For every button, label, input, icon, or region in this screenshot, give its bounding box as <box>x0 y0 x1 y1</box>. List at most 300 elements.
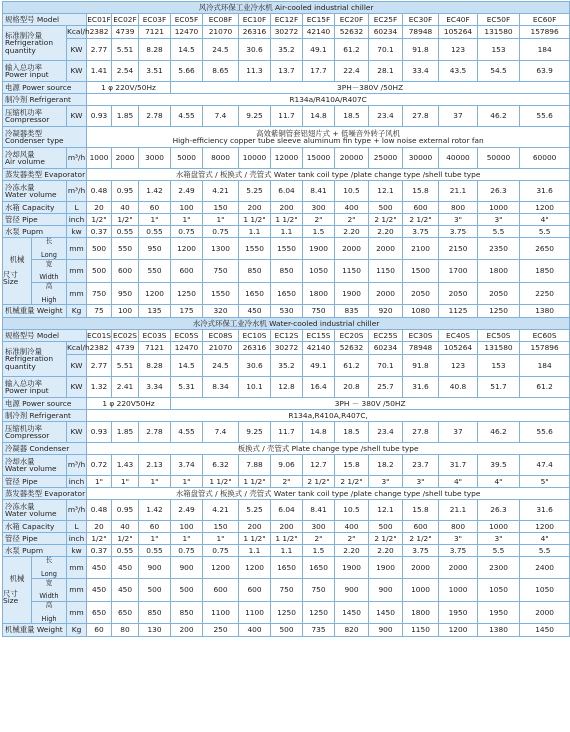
value-cell: EC50S <box>478 330 520 342</box>
value-cell: 1200 <box>171 238 203 260</box>
value-cell: 3" <box>478 214 520 226</box>
value-cell: 2.41 <box>112 377 139 398</box>
cell-label-line: 机械 <box>9 255 25 265</box>
value-cell: 950 <box>139 238 171 260</box>
value-cell: 1550 <box>203 282 239 304</box>
value-cell: 40000 <box>439 148 478 169</box>
value-cell: 1" <box>139 214 171 226</box>
value-cell: 70.1 <box>369 355 403 377</box>
value-cell: 1080 <box>403 305 439 318</box>
unit-cell: mm <box>67 579 87 601</box>
unit-cell: mm <box>67 282 87 304</box>
value-cell: 4739 <box>112 342 139 355</box>
value-cell: 60 <box>139 202 171 214</box>
value-cell: 14.5 <box>171 355 203 377</box>
value-cell: 131580 <box>478 26 520 39</box>
value-cell: 2" <box>303 533 335 545</box>
value-cell: 200 <box>239 202 271 214</box>
section-title: 风冷式环保工业冷水机 Air-cooled industrial chiller <box>3 2 570 14</box>
value-cell: 500 <box>87 238 112 260</box>
compressor-label <box>3 422 67 443</box>
value-cell: 2400 <box>520 557 570 579</box>
value-cell: 60000 <box>520 148 570 169</box>
value-cell: 0.75 <box>171 545 203 557</box>
value-cell: 5" <box>520 476 570 488</box>
pump-label: 水泵 Pupm <box>3 545 67 557</box>
value-cell: 2 1/2" <box>369 214 403 226</box>
value-cell: 135 <box>139 305 171 318</box>
value-cell: 123 <box>439 355 478 377</box>
value-cell: 1380 <box>520 305 570 318</box>
tank-label: 水箱 Capacity <box>3 521 67 533</box>
cell-label-line: Long <box>41 251 57 260</box>
cell-label-line: Refrigeration <box>5 38 54 48</box>
value-cell: 450 <box>112 557 139 579</box>
value-cell: EC01F <box>87 14 111 24</box>
value-cell: 5.31 <box>171 377 203 398</box>
value-cell: 0.95 <box>112 181 139 202</box>
weight-label: 机械重量 Weight <box>3 624 67 637</box>
value-cell: 900 <box>335 579 369 601</box>
cell-label-line: Power input <box>5 386 49 395</box>
cell-label-line: High <box>41 295 57 304</box>
value-cell: 100 <box>171 521 203 533</box>
value-cell: 500 <box>369 521 403 533</box>
section-title: 水冷式环保工业冷水机 Water-cooled industrial chiller <box>3 318 570 330</box>
refrigeration-kw-row <box>3 355 570 377</box>
value-cell: 28.1 <box>369 61 403 82</box>
value-cell: 2 1/2" <box>369 533 403 545</box>
value-cell: 5.5 <box>478 226 520 238</box>
chilled-water-row <box>3 500 570 521</box>
value-cell: 2250 <box>520 282 570 304</box>
value-cell: 1000 <box>478 521 520 533</box>
value-cell: 24.5 <box>203 39 239 61</box>
value-cell: 1.41 <box>87 61 112 82</box>
value-cell: 2 1/2" <box>335 476 369 488</box>
value-cell: 1.85 <box>112 422 139 443</box>
compressor-row <box>3 106 570 127</box>
value-cell: EC02F <box>113 14 137 24</box>
value-cell: 550 <box>139 260 171 282</box>
value-cell: 1" <box>139 533 171 545</box>
value-cell: 1200 <box>520 521 570 533</box>
value-cell: 61.2 <box>520 377 570 398</box>
value-cell: 1450 <box>335 601 369 623</box>
cell-label-line: Power input <box>5 70 49 79</box>
value-cell: 2 1/2" <box>403 533 439 545</box>
value-cell: 200 <box>171 624 203 637</box>
value-cell: 22.4 <box>335 61 369 82</box>
model-row <box>3 14 570 26</box>
value-cell: 1" <box>203 533 239 545</box>
value-cell: 0.93 <box>87 106 112 127</box>
value-cell: 175 <box>171 305 203 318</box>
value-cell: 26316 <box>239 342 271 355</box>
value-cell: EC01S <box>87 330 111 340</box>
value-cell: 4" <box>478 476 520 488</box>
value-cell: 2.49 <box>171 181 203 202</box>
value-cell: 3.75 <box>403 545 439 557</box>
value-cell: 850 <box>271 260 303 282</box>
value-cell: 250 <box>203 624 239 637</box>
value-cell: 1125 <box>439 305 478 318</box>
value-cell: 6.04 <box>271 181 303 202</box>
unit-cell: L <box>67 521 87 533</box>
value-cell: 320 <box>203 305 239 318</box>
single-phase-cell: 1 φ 220V/50Hz <box>87 82 171 94</box>
value-cell: 600 <box>112 260 139 282</box>
value-cell: 1900 <box>335 557 369 579</box>
value-cell: 23.7 <box>403 455 439 476</box>
cell-label-line: Width <box>39 592 59 601</box>
value-cell: 15.8 <box>403 181 439 202</box>
value-cell: 8000 <box>203 148 239 169</box>
value-cell: 3" <box>369 476 403 488</box>
value-cell: 8.41 <box>303 500 335 521</box>
value-cell: 1 1/2" <box>239 214 271 226</box>
value-cell: 14.8 <box>303 106 335 127</box>
cell-label-line: 压缩机功率 <box>5 107 42 117</box>
value-cell: 750 <box>303 579 335 601</box>
value-cell: 46.2 <box>478 422 520 443</box>
value-cell: 61.2 <box>335 355 369 377</box>
cooling-pipe-label: 管径 Pipe <box>3 476 67 488</box>
value-cell: 2" <box>335 533 369 545</box>
pipe-label: 管径 Pipe <box>3 533 67 545</box>
value-cell: 15000 <box>303 148 335 169</box>
unit-cell: Kg <box>67 305 87 318</box>
value-cell: 49.1 <box>303 355 335 377</box>
value-cell: 850 <box>171 601 203 623</box>
value-cell: 21.1 <box>439 181 478 202</box>
value-cell: 500 <box>171 579 203 601</box>
value-cell: 50000 <box>478 148 520 169</box>
cell-label-line: 冷凝器类型 <box>5 128 42 138</box>
value-cell: 5.51 <box>112 355 139 377</box>
value-cell: 400 <box>335 521 369 533</box>
value-cell: 80 <box>112 624 139 637</box>
value-cell: 52632 <box>335 342 369 355</box>
unit-cell: inch <box>67 214 87 226</box>
value-cell: 1.1 <box>271 545 303 557</box>
value-cell: 1650 <box>271 557 303 579</box>
value-cell: 30.6 <box>239 355 271 377</box>
value-cell: 2.49 <box>171 500 203 521</box>
dimension-row <box>3 557 570 579</box>
refrigerant-value: R134a,R410A,R407C, <box>87 410 570 422</box>
tank-row <box>3 202 570 214</box>
value-cell: 46.2 <box>478 106 520 127</box>
unit-cell: m³/h <box>67 455 87 476</box>
value-cell: 42140 <box>303 342 335 355</box>
value-cell: 3" <box>403 476 439 488</box>
value-cell: 49.1 <box>303 39 335 61</box>
power-row <box>3 61 570 82</box>
refrigeration-kw-row <box>3 39 570 61</box>
value-cell: 835 <box>335 305 369 318</box>
cell-label-line: 宽 <box>45 578 53 587</box>
section-title-row <box>3 2 570 14</box>
value-cell: 31.6 <box>403 377 439 398</box>
value-cell: 735 <box>303 624 335 637</box>
value-cell: 1500 <box>403 260 439 282</box>
value-cell: 130 <box>139 624 171 637</box>
dimension-sub-box <box>32 238 66 260</box>
value-cell: 37 <box>439 422 478 443</box>
power-source-row <box>3 398 570 410</box>
spec-table <box>2 1 570 637</box>
value-cell: 3.34 <box>139 377 171 398</box>
cell-label-line: quantity <box>5 361 36 371</box>
value-cell: 1" <box>171 533 203 545</box>
unit-cell: inch <box>67 533 87 545</box>
value-cell: 7121 <box>139 342 171 355</box>
tank-row <box>3 521 570 533</box>
value-cell: 1150 <box>403 624 439 637</box>
value-cell: 450 <box>239 305 271 318</box>
value-cell: 2.77 <box>87 39 112 61</box>
refrigerant-label: 制冷剂 Refrigerant <box>3 410 87 422</box>
value-cell: 14.8 <box>303 422 335 443</box>
single-phase-cell: 1 φ 220V50Hz <box>87 398 171 410</box>
refrigerant-row <box>3 410 570 422</box>
value-cell: 30272 <box>271 26 303 39</box>
unit-cell: Kcal/h <box>67 26 87 39</box>
value-cell: 1900 <box>369 557 403 579</box>
unit-cell: mm <box>67 260 87 282</box>
value-cell: 18.5 <box>335 106 369 127</box>
value-cell: 1550 <box>271 238 303 260</box>
size-label <box>3 557 67 624</box>
size-block <box>3 238 66 304</box>
cell-label-line: Width <box>39 273 59 282</box>
unit-cell: L <box>67 202 87 214</box>
value-cell: 1/2" <box>87 214 112 226</box>
value-cell: 39.5 <box>478 455 520 476</box>
value-cell: 500 <box>87 260 112 282</box>
unit-cell: mm <box>67 601 87 623</box>
value-cell: 750 <box>203 260 239 282</box>
value-cell: 1.42 <box>139 181 171 202</box>
value-cell: 0.75 <box>171 226 203 238</box>
chilled-water-row <box>3 181 570 202</box>
value-cell: 600 <box>239 579 271 601</box>
dimension-row <box>3 579 570 601</box>
value-cell: 33.4 <box>403 61 439 82</box>
cell-label-line: 标准制冷量 <box>5 30 42 40</box>
value-cell: 2000 <box>369 238 403 260</box>
value-cell: 78948 <box>403 342 439 355</box>
value-cell: 40 <box>112 521 139 533</box>
condenser-type-label <box>3 127 87 148</box>
value-cell: 2 1/2" <box>403 214 439 226</box>
value-cell: 4.21 <box>203 500 239 521</box>
cell-label-line: Water volume <box>5 190 57 199</box>
value-cell: 2000 <box>112 148 139 169</box>
value-cell: 0.55 <box>112 545 139 557</box>
value-cell: 12.1 <box>369 181 403 202</box>
value-cell: 20 <box>87 202 112 214</box>
value-cell: 11.7 <box>271 106 303 127</box>
value-cell: 8.28 <box>139 39 171 61</box>
value-cell: 5.5 <box>478 545 520 557</box>
value-cell: 1.5 <box>303 226 335 238</box>
value-cell: EC03F <box>139 14 171 26</box>
value-cell: 1.5 <box>303 545 335 557</box>
value-cell: 1250 <box>303 601 335 623</box>
value-cell: 1380 <box>478 624 520 637</box>
value-cell: 0.72 <box>87 455 112 476</box>
pump-row <box>3 226 570 238</box>
value-cell: 0.37 <box>87 226 112 238</box>
evaporator-row <box>3 488 570 500</box>
dimension-sub-box <box>32 283 66 304</box>
value-cell: 2000 <box>520 601 570 623</box>
value-cell: 1050 <box>303 260 335 282</box>
cell-label-line: 长 <box>45 556 53 565</box>
dimension-sub-box <box>32 579 66 601</box>
air-volume-label <box>3 148 67 169</box>
value-cell: 1200 <box>439 624 478 637</box>
value-cell: EC15S <box>303 330 335 342</box>
value-cell: 10000 <box>239 148 271 169</box>
pipe-row <box>3 214 570 226</box>
value-cell: EC10F <box>239 14 271 26</box>
value-cell: 4.55 <box>171 106 203 127</box>
value-cell: 31.6 <box>520 181 570 202</box>
evaporator-label: 蒸发器类型 Evaporator <box>3 488 87 500</box>
unit-cell: mm <box>67 557 87 579</box>
chilled-water-label <box>3 181 67 202</box>
unit-cell: KW <box>67 377 87 398</box>
value-cell: 43.5 <box>439 61 478 82</box>
value-cell: 1.1 <box>239 226 271 238</box>
value-cell: 184 <box>520 39 570 61</box>
value-cell: 1450 <box>520 624 570 637</box>
refrigeration-label <box>3 26 67 61</box>
power-source-label: 电源 Power source <box>3 82 87 94</box>
value-cell: 2650 <box>520 238 570 260</box>
value-cell: 2.78 <box>139 422 171 443</box>
weight-label: 机械重量 Weight <box>3 305 67 318</box>
value-cell: EC12S <box>271 330 303 342</box>
value-cell: 1000 <box>478 202 520 214</box>
refrigerant-value: R134a/R410A/R407C <box>87 94 570 106</box>
value-cell: 1150 <box>335 260 369 282</box>
section-title-row <box>3 318 570 330</box>
value-cell: 78948 <box>403 26 439 39</box>
value-cell: 26.3 <box>478 181 520 202</box>
unit-cell: KW <box>67 39 87 61</box>
value-cell: 600 <box>203 579 239 601</box>
size-title <box>3 238 32 304</box>
value-cell: 1900 <box>335 282 369 304</box>
value-cell: 157896 <box>520 26 570 39</box>
cell-label-line: 压缩机功率 <box>5 423 42 433</box>
evaporator-value: 水箱盘管式 / 板换式 / 壳管式 Water tank coil type /plate change type /shell tube type <box>87 488 570 500</box>
value-cell: 2000 <box>439 557 478 579</box>
value-cell: 550 <box>112 238 139 260</box>
value-cell: 0.48 <box>87 500 112 521</box>
value-cell: 40 <box>112 202 139 214</box>
value-cell: 157896 <box>520 342 570 355</box>
condenser-value: 板换式 / 壳管式 Plate change type /shell tube type <box>87 443 570 455</box>
unit-cell: Kcal/h <box>67 342 87 355</box>
value-cell: 1.1 <box>239 545 271 557</box>
value-cell: 500 <box>271 624 303 637</box>
value-cell: 23.4 <box>369 106 403 127</box>
value-cell: 12.7 <box>303 455 335 476</box>
value-cell: 7.4 <box>203 106 239 127</box>
value-cell: 3" <box>478 533 520 545</box>
value-cell: 1200 <box>239 557 271 579</box>
cell-label-line: 高效紫铜管套铝翅片式 + 低噪音外转子风机 <box>256 128 401 138</box>
value-cell: 10.5 <box>335 181 369 202</box>
value-cell: 1.85 <box>112 106 139 127</box>
cell-label-line: High <box>41 614 57 623</box>
cell-label-line: High-efficiency copper tube sleeve aluminum fin type + low noise external rotor fan <box>172 136 484 145</box>
value-cell: 1450 <box>369 601 403 623</box>
value-cell: 17.7 <box>303 61 335 82</box>
model-label: 规格型号 Model <box>3 14 87 26</box>
value-cell: 10.5 <box>335 500 369 521</box>
cell-label-line: quantity <box>5 45 36 55</box>
cell-label-line: 输入总功率 <box>5 62 42 72</box>
value-cell: 450 <box>112 579 139 601</box>
weight-row <box>3 624 570 637</box>
chilled-water-label <box>3 500 67 521</box>
model-label: 规格型号 Model <box>3 330 87 342</box>
value-cell: 200 <box>271 521 303 533</box>
value-cell: 1250 <box>478 305 520 318</box>
value-cell: 800 <box>439 202 478 214</box>
value-cell: 8.41 <box>303 181 335 202</box>
value-cell: 6.04 <box>271 500 303 521</box>
value-cell: 2300 <box>478 557 520 579</box>
value-cell: 0.55 <box>139 545 171 557</box>
value-cell: EC12F <box>271 14 303 26</box>
value-cell: 11.3 <box>239 61 271 82</box>
value-cell: 37 <box>439 106 478 127</box>
value-cell: 20 <box>87 521 112 533</box>
value-cell: 900 <box>139 557 171 579</box>
value-cell: 31.6 <box>520 500 570 521</box>
value-cell: 600 <box>403 521 439 533</box>
value-cell: 0.48 <box>87 181 112 202</box>
unit-cell: KW <box>67 106 87 127</box>
evaporator-value: 水箱盘管式 / 板换式 / 壳管式 Water tank coil type /plate change type /shell tube type <box>87 169 570 181</box>
value-cell: 200 <box>239 521 271 533</box>
value-cell: 600 <box>171 260 203 282</box>
size-block <box>3 557 66 623</box>
value-cell: 5.25 <box>239 500 271 521</box>
refrigeration-row <box>3 342 570 355</box>
value-cell: 1.43 <box>112 455 139 476</box>
pump-row <box>3 545 570 557</box>
value-cell: EC30F <box>403 14 439 26</box>
value-cell: 4" <box>520 214 570 226</box>
value-cell: 5000 <box>171 148 203 169</box>
value-cell: 1100 <box>203 601 239 623</box>
value-cell: 8.34 <box>203 377 239 398</box>
value-cell: 900 <box>369 624 403 637</box>
value-cell: 18.5 <box>335 422 369 443</box>
cell-label-line: 宽 <box>45 259 53 268</box>
cell-label-line: 冷却风量 <box>5 149 35 159</box>
value-cell: EC08S <box>203 330 239 342</box>
unit-cell: m³/h <box>67 500 87 521</box>
